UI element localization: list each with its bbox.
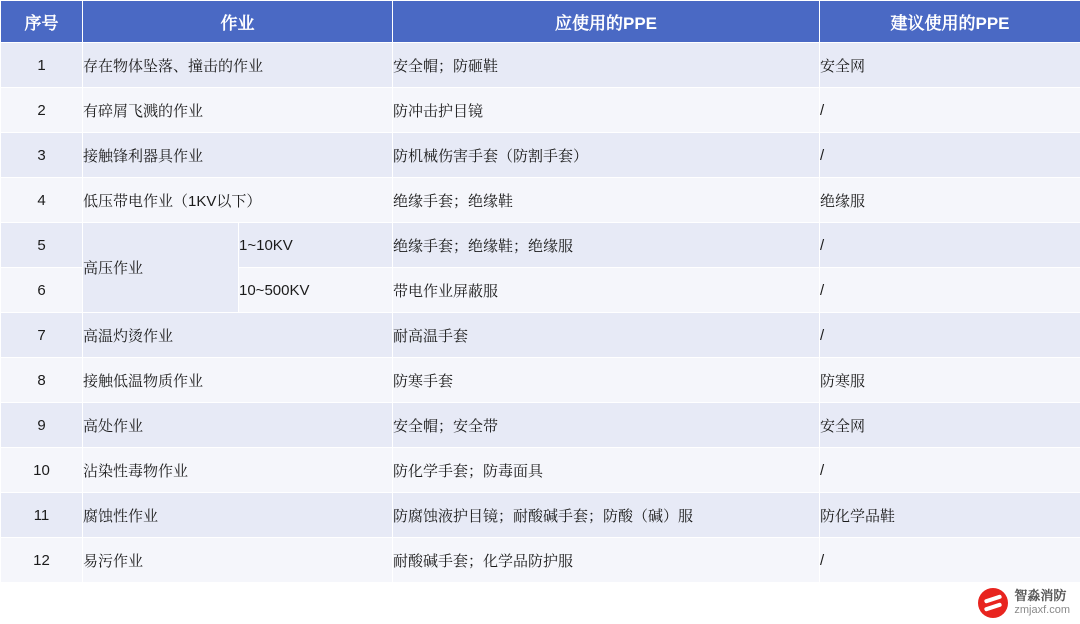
column-header-work: 作业 bbox=[83, 1, 393, 43]
table-row bbox=[1, 133, 1080, 178]
cell-required-ppe: 防冲击护目镜 bbox=[393, 88, 820, 133]
cell-no: 4 bbox=[1, 178, 83, 223]
watermark bbox=[978, 588, 1070, 618]
cell-suggested-ppe: / bbox=[820, 268, 1080, 313]
column-header-required-ppe: 应使用的PPE bbox=[393, 1, 820, 43]
table-body bbox=[1, 43, 1080, 583]
cell-suggested-ppe: 安全网 bbox=[820, 43, 1080, 88]
cell-suggested-ppe: / bbox=[820, 448, 1080, 493]
cell-no: 2 bbox=[1, 88, 83, 133]
column-header-no: 序号 bbox=[1, 1, 83, 43]
cell-no: 9 bbox=[1, 403, 83, 448]
table-row bbox=[1, 358, 1080, 403]
table-row bbox=[1, 313, 1080, 358]
table-row bbox=[1, 493, 1080, 538]
cell-work: 有碎屑飞溅的作业 bbox=[83, 88, 393, 133]
cell-required-ppe: 绝缘手套；绝缘鞋；绝缘服 bbox=[393, 223, 820, 268]
cell-work-sub: 1~10KV bbox=[239, 223, 393, 268]
cell-no: 8 bbox=[1, 358, 83, 403]
cell-required-ppe: 安全帽；防砸鞋 bbox=[393, 43, 820, 88]
cell-required-ppe: 安全帽；安全带 bbox=[393, 403, 820, 448]
flame-logo-icon bbox=[978, 588, 1008, 618]
cell-work: 腐蚀性作业 bbox=[83, 493, 393, 538]
table-row bbox=[1, 538, 1080, 583]
cell-work: 接触低温物质作业 bbox=[83, 358, 393, 403]
table-header bbox=[1, 1, 1080, 43]
table-header-row bbox=[1, 1, 1080, 43]
cell-suggested-ppe: / bbox=[820, 538, 1080, 583]
cell-suggested-ppe: 安全网 bbox=[820, 403, 1080, 448]
table-row bbox=[1, 223, 1080, 268]
table-row bbox=[1, 178, 1080, 223]
cell-work: 高处作业 bbox=[83, 403, 393, 448]
cell-no: 5 bbox=[1, 223, 83, 268]
cell-suggested-ppe: / bbox=[820, 223, 1080, 268]
table-row bbox=[1, 448, 1080, 493]
cell-suggested-ppe: 绝缘服 bbox=[820, 178, 1080, 223]
cell-work: 高温灼烫作业 bbox=[83, 313, 393, 358]
cell-required-ppe: 防腐蚀液护目镜；耐酸碱手套；防酸（碱）服 bbox=[393, 493, 820, 538]
cell-work-merged: 高压作业 bbox=[83, 223, 239, 313]
cell-suggested-ppe: 防化学品鞋 bbox=[820, 493, 1080, 538]
watermark-url: zmjaxf.com bbox=[1014, 604, 1070, 617]
cell-required-ppe: 防寒手套 bbox=[393, 358, 820, 403]
cell-required-ppe: 绝缘手套；绝缘鞋 bbox=[393, 178, 820, 223]
cell-no: 12 bbox=[1, 538, 83, 583]
watermark-name: 智淼消防 bbox=[1014, 588, 1067, 604]
cell-work-sub: 10~500KV bbox=[239, 268, 393, 313]
table-row bbox=[1, 403, 1080, 448]
cell-no: 6 bbox=[1, 268, 83, 313]
cell-suggested-ppe: 防寒服 bbox=[820, 358, 1080, 403]
cell-no: 7 bbox=[1, 313, 83, 358]
watermark-text bbox=[1014, 589, 1070, 617]
cell-required-ppe: 耐酸碱手套；化学品防护服 bbox=[393, 538, 820, 583]
cell-suggested-ppe: / bbox=[820, 313, 1080, 358]
cell-work: 易污作业 bbox=[83, 538, 393, 583]
cell-no: 3 bbox=[1, 133, 83, 178]
cell-required-ppe: 带电作业屏蔽服 bbox=[393, 268, 820, 313]
table-row bbox=[1, 88, 1080, 133]
cell-required-ppe: 耐高温手套 bbox=[393, 313, 820, 358]
cell-no: 1 bbox=[1, 43, 83, 88]
cell-no: 10 bbox=[1, 448, 83, 493]
cell-work: 存在物体坠落、撞击的作业 bbox=[83, 43, 393, 88]
cell-no: 11 bbox=[1, 493, 83, 538]
column-header-suggested-ppe: 建议使用的PPE bbox=[820, 1, 1080, 43]
cell-work: 接触锋利器具作业 bbox=[83, 133, 393, 178]
cell-suggested-ppe: / bbox=[820, 88, 1080, 133]
cell-work: 低压带电作业（1KV以下） bbox=[83, 178, 393, 223]
table-row bbox=[1, 43, 1080, 88]
cell-required-ppe: 防化学手套；防毒面具 bbox=[393, 448, 820, 493]
cell-suggested-ppe: / bbox=[820, 133, 1080, 178]
cell-work: 沾染性毒物作业 bbox=[83, 448, 393, 493]
cell-required-ppe: 防机械伤害手套（防割手套） bbox=[393, 133, 820, 178]
